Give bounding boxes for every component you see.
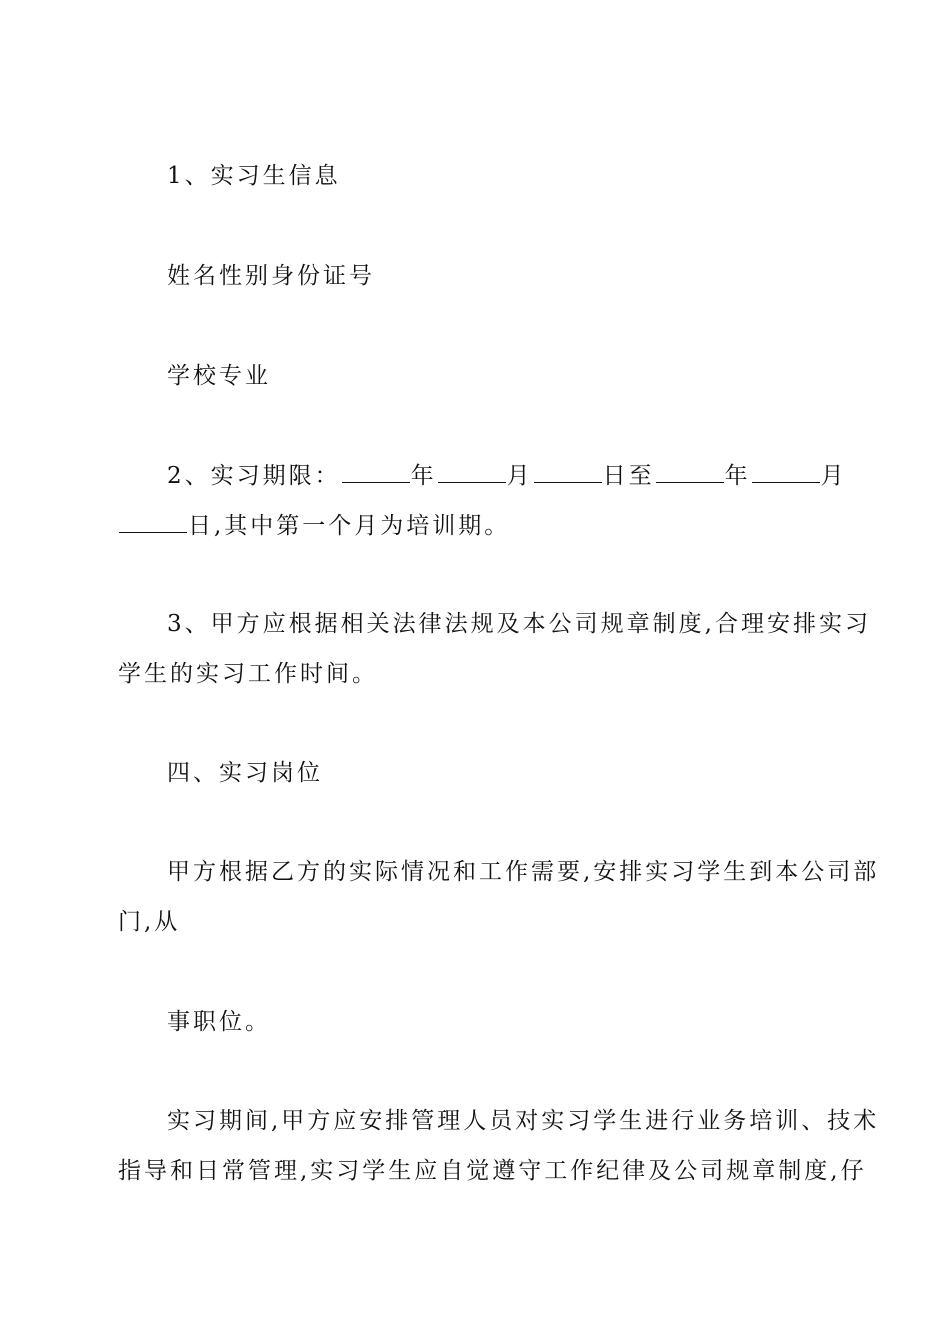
start-year-blank[interactable] xyxy=(342,462,410,483)
internship-period-line-1 xyxy=(167,461,847,491)
end-year-blank[interactable] xyxy=(656,462,724,483)
end-day-blank[interactable] xyxy=(119,512,187,533)
end-month-blank[interactable] xyxy=(752,462,820,483)
end-year-unit: 年 xyxy=(724,463,751,489)
student-info-row-2: 学校专业 xyxy=(167,363,271,389)
section-4-paragraph-3-line-2: 指导和日常管理,实习学生应自觉遵守工作纪律及公司规章制度,仔 xyxy=(118,1158,867,1184)
section-3-line-2: 学生的实习工作时间。 xyxy=(118,661,378,687)
section-4-paragraph-3-line-1: 实习期间,甲方应安排管理人员对实习学生进行业务培训、技术 xyxy=(167,1108,880,1134)
section-1-heading: 1、实习生信息 xyxy=(167,163,341,189)
section-4-paragraph-2: 事职位。 xyxy=(167,1009,271,1035)
section-3-line-1: 3、甲方应根据相关法律法规及本公司规章制度,合理安排实习 xyxy=(167,611,871,637)
internship-period-label: 2、实习期限： xyxy=(167,463,341,489)
start-month-unit: 月 xyxy=(506,463,533,489)
start-day-blank[interactable] xyxy=(534,462,602,483)
internship-period-suffix: 日,其中第一个月为培训期。 xyxy=(188,513,511,539)
section-4-paragraph-1-line-1: 甲方根据乙方的实际情况和工作需要,安排实习学生到本公司部 xyxy=(167,859,880,885)
internship-period-line-2 xyxy=(118,511,510,541)
end-month-unit: 月 xyxy=(820,463,847,489)
section-4-heading: 四、实习岗位 xyxy=(167,760,323,786)
student-info-row-1: 姓名性别身份证号 xyxy=(167,263,375,289)
start-month-blank[interactable] xyxy=(438,462,506,483)
start-day-to-unit: 日至 xyxy=(602,463,655,489)
start-year-unit: 年 xyxy=(410,463,437,489)
section-4-paragraph-1-line-2: 门,从 xyxy=(118,909,181,935)
